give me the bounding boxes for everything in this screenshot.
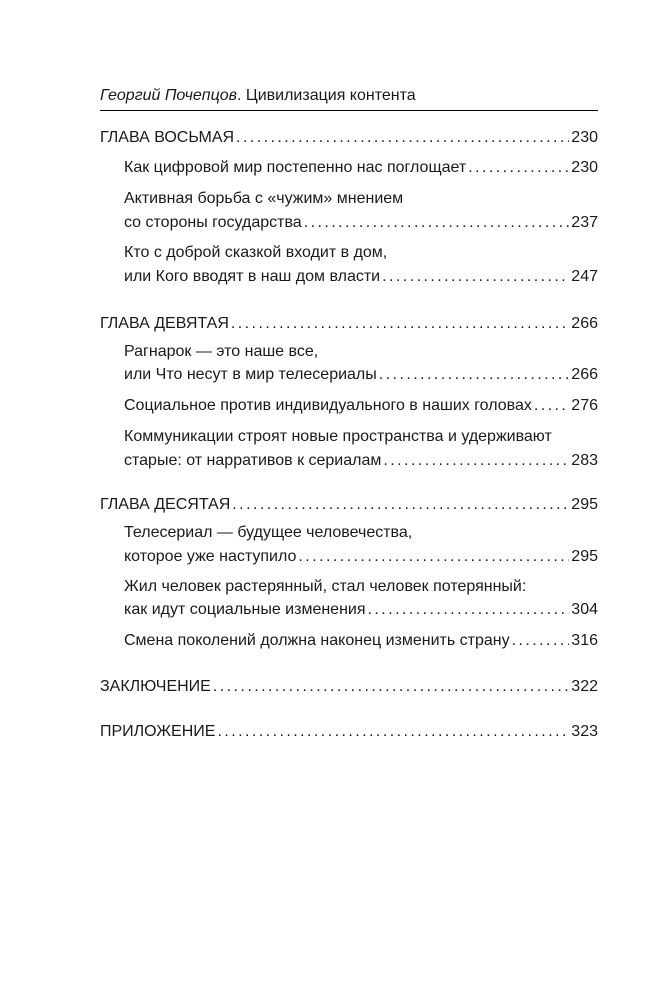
dot-leader — [217, 721, 569, 743]
toc-page-number: 283 — [571, 452, 598, 469]
toc-page-number: 322 — [571, 678, 598, 695]
toc-entry-title: ГЛАВА ДЕСЯТАЯ — [100, 496, 231, 513]
toc-entry-title: ГЛАВА ВОСЬМАЯ — [100, 129, 235, 146]
dot-leader — [232, 494, 569, 516]
toc-section-state-fight — [124, 212, 598, 234]
toc-appendix — [100, 721, 598, 743]
toc-page-number: 266 — [571, 366, 598, 383]
toc-page-number: 230 — [571, 129, 598, 146]
toc-section-lost-person — [124, 599, 598, 621]
toc-conclusion — [100, 676, 598, 698]
toc-chapter-9 — [100, 313, 598, 335]
toc-page-number: 323 — [571, 723, 598, 740]
toc-entry-title: ЗАКЛЮЧЕНИЕ — [100, 678, 211, 695]
dot-leader — [231, 313, 569, 335]
toc-entry-line1: Жил человек растерянный, стал человек потерянный: — [124, 578, 527, 595]
toc-entry-title: со стороны государства — [124, 214, 302, 231]
toc-entry-title: или Что несут в мир телесериалы — [124, 366, 377, 383]
dot-leader — [468, 157, 569, 179]
dot-leader — [382, 266, 569, 288]
toc-page-number: 295 — [571, 496, 598, 513]
toc-entry-line1: Активная борьба с «чужим» мнением — [124, 190, 404, 207]
toc-section-tv-series-future — [124, 546, 598, 568]
toc-entry-line1: Коммуникации строят новые пространства и удерживают — [124, 428, 552, 445]
dot-leader — [534, 395, 569, 417]
toc-page-number: 266 — [571, 315, 598, 332]
toc-entry-title: или Кого вводят в наш дом власти — [124, 268, 381, 285]
toc-section-social-vs-individual — [124, 395, 598, 417]
dot-leader — [383, 450, 569, 472]
toc-entry-line1: Кто с доброй сказкой входит в дом, — [124, 244, 388, 261]
toc-section-generation-change — [124, 630, 598, 652]
toc-entry-title: как идут социальные изменения — [124, 601, 366, 618]
header-rule — [100, 110, 598, 111]
dot-leader — [236, 127, 569, 149]
toc-entry-title: которое уже наступило — [124, 548, 297, 565]
header-separator: . — [236, 87, 246, 104]
toc-entry-title: старые: от нарративов к сериалам — [124, 452, 382, 469]
toc-section-digital-world — [124, 157, 598, 179]
running-header — [100, 85, 598, 107]
toc-page-number: 295 — [571, 548, 598, 565]
dot-leader — [213, 676, 569, 698]
header-book-title: Цивилизация контента — [245, 87, 416, 104]
toc-page-number: 230 — [571, 159, 598, 176]
toc-section-fairy-tale — [124, 266, 598, 288]
toc-page-number: 276 — [571, 397, 598, 414]
dot-leader — [379, 364, 570, 386]
toc-entry-title: ГЛАВА ДЕВЯТАЯ — [100, 315, 229, 332]
toc-page-number: 247 — [571, 268, 598, 285]
toc-entry-title: Социальное против индивидуального в наших головах — [124, 397, 532, 414]
toc-page-number: 237 — [571, 214, 598, 231]
dot-leader — [304, 212, 570, 234]
toc-entry-line1: Рагнарок — это наше все, — [124, 343, 319, 360]
dot-leader — [512, 630, 570, 652]
toc-entry-title: Как цифровой мир постепенно нас поглощает — [124, 159, 467, 176]
toc-entry-line1: Телесериал — будущее человечества, — [124, 524, 413, 541]
toc-section-ragnarok — [124, 364, 598, 386]
toc-entry-title: ПРИЛОЖЕНИЕ — [100, 723, 216, 740]
toc-chapter-10 — [100, 494, 598, 516]
toc-chapter-8 — [100, 127, 598, 149]
header-author: Георгий Почепцов — [100, 87, 237, 104]
toc-entry-title: Смена поколений должна наконец изменить страну — [124, 632, 510, 649]
dot-leader — [298, 546, 569, 568]
toc-section-communications — [124, 450, 598, 472]
dot-leader — [368, 599, 570, 621]
toc-page-number: 316 — [571, 632, 598, 649]
toc-page-number: 304 — [571, 601, 598, 618]
